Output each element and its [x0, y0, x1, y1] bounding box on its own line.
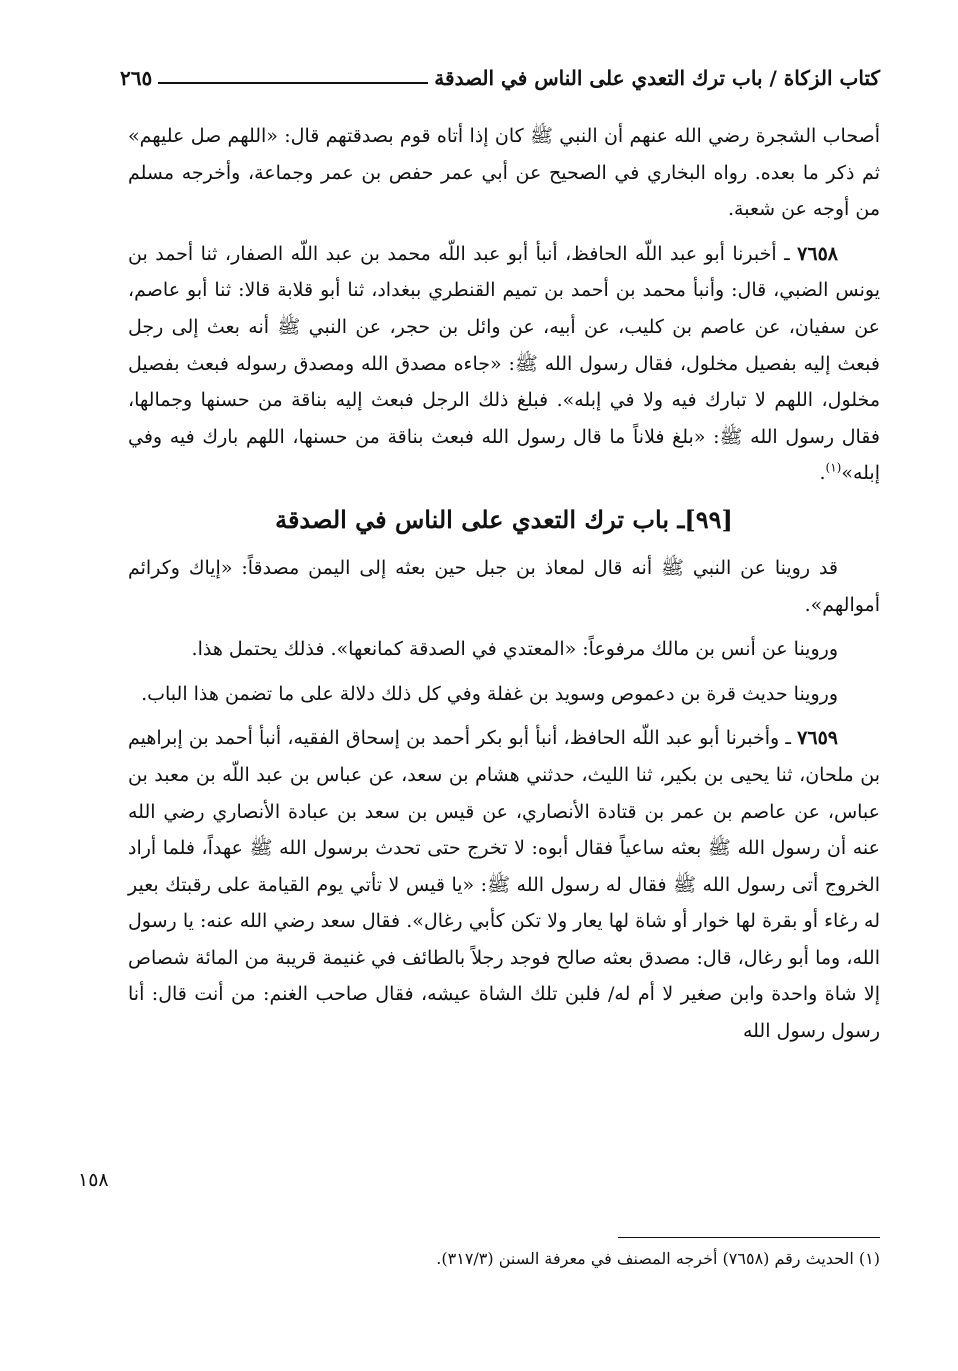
footnote-rule: [618, 1237, 880, 1238]
hadith-text: ـ أخبرنا أبو عبد اللّه الحافظ، أنبأ أبو عبد اللّه محمد بن عبد اللّه الصفار، ثنا أحمد بن يونس الضبي، قال: وأنبأ محمد بن أحمد بن تميم القنطري ببغداد، ثنا أبو قلابة قالا: ثنا أبو عاصم، عن سفيان، عن عاصم بن كليب، عن أبيه، عن وائل بن حجر، عن النبي ﷺ أنه بعث إلى رجل فبعث إليه بفصيل مخلول، فقال رسول الله ﷺ: «جاءه مصدق الله ومصدق رسوله فبعث بفصيل مخلول، اللهم لا تبارك فيه ولا في إبله». فبلغ ذلك الرجل فبعث إليه بناقة من حسنها وجمالها، فقال رسول الله ﷺ: «بلغ فلاناً ما قال رسول الله فبعث بناقة من حسنها، اللهم بارك فيه وفي إبله»: [128, 242, 880, 485]
header-title: كتاب الزكاة / باب ترك التعدي على الناس في الصدقة: [434, 66, 880, 90]
paragraph: وروينا عن أنس بن مالك مرفوعاً: «المعتدي في الصدقة كمانعها». فذلك يحتمل هذا.: [191, 638, 838, 661]
paragraph: وروينا حديث قرة بن دعموص وسويد بن غفلة وفي كل ذلك دلالة على ما تضمن هذا الباب.: [141, 682, 838, 705]
paragraph: قد روينا عن النبي ﷺ أنه قال لمعاذ بن جبل حين بعثه إلى اليمن مصدقاً: «إياك وكرائم أموالهم».: [128, 556, 880, 616]
chapter-heading: [٩٩]ـ باب ترك التعدي على الناس في الصدقة: [275, 504, 733, 534]
header-rule: [158, 82, 428, 84]
hadith-end: .: [819, 462, 826, 485]
margin-reference: ١٥٨: [78, 1169, 109, 1191]
footnote: (١) الحديث رقم (٧٦٥٨) أخرجه المصنف في معرفة السنن (٣١٧/٣).: [436, 1249, 880, 1268]
hadith-number: ٧٦٥٩: [797, 727, 838, 750]
running-header: [120, 56, 880, 92]
hadith-7659: [128, 720, 880, 1049]
footnote-marker[interactable]: (١): [825, 461, 842, 476]
main-text: [128, 118, 880, 1058]
page-number: ٢٦٥: [120, 66, 153, 90]
paragraph-continuation: أصحاب الشجرة رضي الله عنهم أن النبي ﷺ كان إذا أتاه قوم بصدقتهم قال: «اللهم صل عليهم» ثم ذكر ما بعده. رواه البخاري في الصحيح عن أبي عمر حفص بن عمر وجماعة، وأخرجه مسلم من أوجه عن شعبة.: [128, 125, 880, 221]
hadith-number: ٧٦٥٨: [797, 242, 838, 265]
hadith-7658: [128, 236, 880, 492]
hadith-text: ـ وأخبرنا أبو عبد اللّه الحافظ، أنبأ أبو بكر أحمد بن إسحاق الفقيه، أنبأ أحمد بن إبراهيم بن ملحان، ثنا يحيى بن بكير، ثنا الليث، حدثني هشام بن سعد، عن عباس بن عبد اللّه بن معبد بن عباس، عن عاصم بن عمر بن قتادة الأنصاري، عن قيس بن سعد بن عبادة الأنصاري رضي الله عنه أن رسول الله ﷺ بعثه ساعياً فقال أبوه: لا تخرج حتى تحدث برسول الله ﷺ عهداً، فلما أراد الخروج أتى رسول الله ﷺ فقال له رسول الله ﷺ: «يا قيس لا تأتي يوم القيامة على رقبتك بعير له رغاء أو بقرة لها خوار أو شاة لها يعار ولا تكن كأبي رغال». فقال سعد رضي الله عنه: يا رسول الله، وما أبو رغال، قال: مصدق بعثه صالح فوجد رجلاً بالطائف في غنيمة قريبة من المائة شصاص إلا شاة واحدة وابن صغير لا أم له/ فلبن تلك الشاة عيشه، فقال صاحب الغنم: من أنت قال: أنا رسول رسول الله: [128, 727, 880, 1043]
